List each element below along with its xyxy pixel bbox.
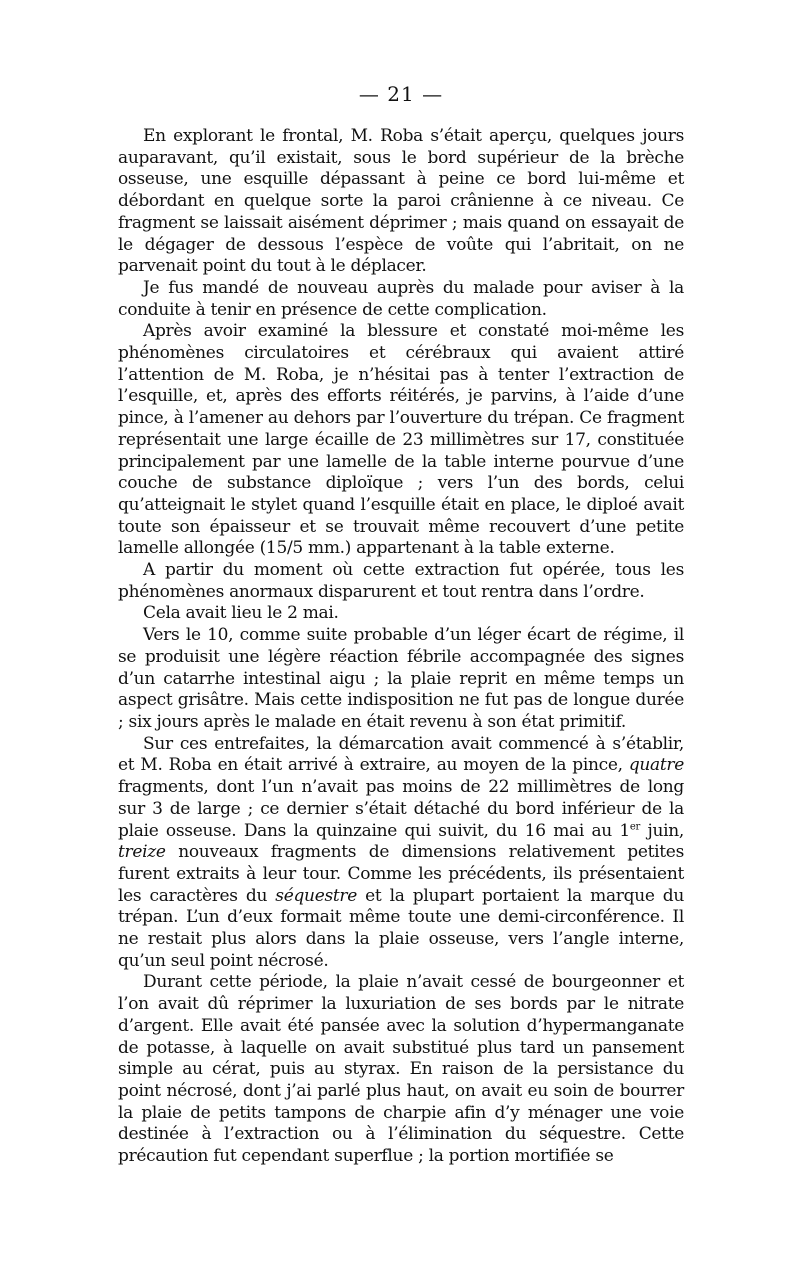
paragraph-3: Après avoir examiné la blessure et constaté moi-même les phénomènes circulatoires et cérébraux qui avaient attiré l’attention de M. Roba, je n’hésitai pas à tenter l’extraction de l’esquille, et, après des efforts réitérés, je parvins, à l’aide d’une pince, à l’amener au dehors par l’ouverture du trépan. Ce fragment représentait une large écaille de 23 millimètres sur 17, constituée principalement par une lamelle de la table interne pourvue d’une couche de substance diploïque ; vers l’un des bords, celui qu’atteignait le stylet quand l’esquille était en place, le diploé avait toute son épaisseur et se trouvait même recouvert d’une petite lamelle allongée (15/5 mm.) appartenant à la table externe. <box>118 321 684 559</box>
paragraph-7 <box>118 734 684 973</box>
paragraph-7-emphasis-sequestre: séquestre <box>275 885 358 906</box>
paragraph-7-part-h: et la plupart portaient la marque du trépan. L’un d’eux formait même toute une demi-circonférence. Il ne restait plus alors dans la plaie osseuse, vers l’angle interne, qu’un seul point nécrosé. <box>118 885 684 971</box>
paragraph-7-superscript: er <box>629 820 641 832</box>
paragraph-8: Durant cette période, la plaie n’avait cessé de bourgeonner et l’on avait dû réprimer la luxuriation de ses bords par le nitrate d’argent. Elle avait été pansée avec la solution d’hypermanganate de potasse, à laquelle on avait substitué plus tard un pansement simple au cérat, puis au styrax. En raison de la persistance du point nécrosé, dont j’ai parlé plus haut, on avait eu soin de bourrer la plaie de petits tampons de charpie afin d’y ménager une voie destinée à l’extraction ou à l’élimination du séquestre. Cette précaution fut cependant superflue ; la portion mortifiée se <box>118 972 684 1167</box>
paragraph-7-part-f: nouveaux fragments de dimensions relativement petites furent extraits à leur tour. Comme les précédents, ils présentaient les caractères du <box>118 842 684 906</box>
paragraph-7-part-a: Sur ces entrefaites, la démarcation avait commencé à s’établir, et M. Roba en était arrivé à extraire, au moyen de la pince, <box>118 733 684 776</box>
paragraph-7-part-d: juin, <box>640 820 684 841</box>
paragraph-5: Cela avait lieu le 2 mai. <box>143 603 339 624</box>
paragraph-4: A partir du moment où cette extraction fut opérée, tous les phénomènes anormaux disparurent et tout rentra dans l’ordre. <box>118 560 684 602</box>
paragraph-7-emphasis-treize: treize <box>118 842 166 863</box>
paragraph-1: En explorant le frontal, M. Roba s’était aperçu, quelques jours auparavant, qu’il existait, sous le bord supérieur de la brèche osseuse, une esquille dépassant à peine ce bord lui-même et débordant en quelque sorte la paroi crânienne à ce niveau. Ce fragment se laissait aisément déprimer ; mais quand on essayait de le dégager de dessous l’espèce de voûte qui l’abritait, on ne parvenait point du tout à le déplacer. <box>118 126 684 277</box>
page-body <box>118 80 684 1168</box>
page-number: — 21 — <box>358 82 444 106</box>
paragraph-7-part-c: fragments, dont l’un n’avait pas moins de 22 millimètres de long sur 3 de large ; ce dernier s’était détaché du bord inférieur de la plaie osseuse. Dans la quinzaine qui suivit, du 16 mai au 1 <box>118 777 684 841</box>
paragraph-6: Vers le 10, comme suite probable d’un léger écart de régime, il se produisit une légère réaction fébrile accompagnée des signes d’un catarrhe intestinal aigu ; la plaie reprit en même temps un aspect grisâtre. Mais cette indisposition ne fut pas de longue durée ; six jours après le malade en était revenu à son état primitif. <box>118 625 684 732</box>
paragraph-2: Je fus mandé de nouveau auprès du malade pour aviser à la conduite à tenir en présence de cette complication. <box>118 277 684 320</box>
paragraph-7-emphasis-quatre: quatre <box>628 755 684 776</box>
